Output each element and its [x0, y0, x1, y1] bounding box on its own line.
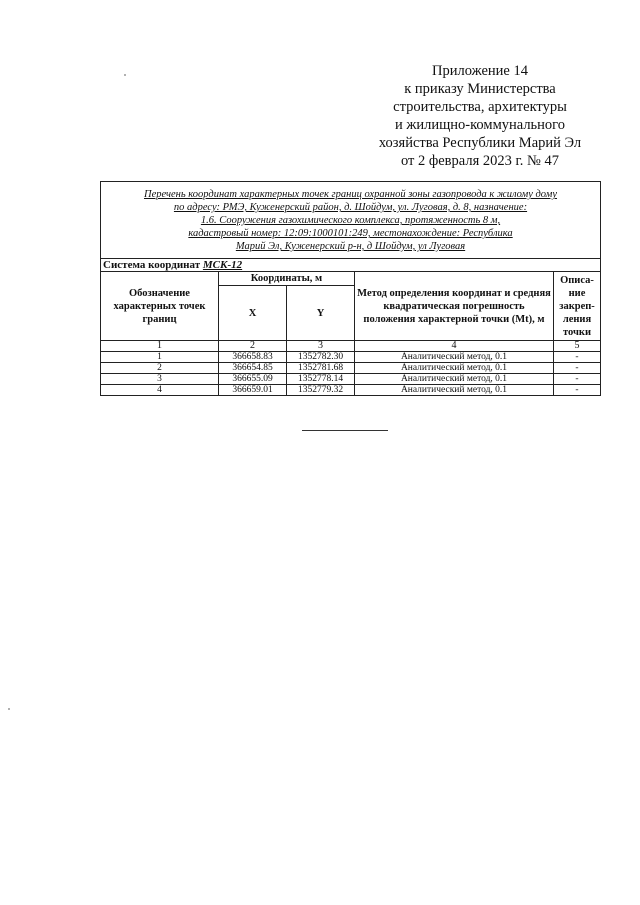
- title-line: по адресу: РМЭ, Куженерский район, д. Шойдум, ул. Луговая, д. 8, назначение:: [173, 202, 528, 213]
- header-line: от 2 февраля 2023 г. № 47: [400, 153, 560, 169]
- column-header-y: Y: [287, 286, 355, 341]
- column-number: 3: [287, 341, 355, 352]
- title-line: Перечень координат характерных точек границ охранной зоны газопровода к жилому дому: [143, 189, 558, 200]
- point-cell: 2: [101, 363, 219, 374]
- header-line: строительства, архитектуры: [393, 99, 567, 115]
- column-number: 2: [219, 341, 287, 352]
- description-header-line: ления: [562, 313, 592, 325]
- title-line: кадастровый номер: 12:09:1000101:249, местонахождение: Республика: [188, 228, 513, 239]
- point-cell: 4: [101, 385, 219, 396]
- column-header-method: Метод определения координат и средняя квадратическая погрешность положения характерной точки (Mt), м: [355, 272, 554, 341]
- header-line: и жилищно-коммунального: [394, 117, 566, 133]
- coordinates-table: [100, 181, 601, 396]
- scan-speck: [124, 74, 126, 76]
- title-line: Марий Эл, Куженерский р-н, д Шойдум, ул Луговая: [235, 241, 466, 252]
- closing-divider: [302, 430, 388, 431]
- column-number-row: [101, 341, 601, 352]
- column-number: 4: [355, 341, 554, 352]
- description-cell: -: [554, 374, 601, 385]
- column-header-point: Обозначение характерных точек границ: [101, 272, 219, 341]
- column-header-coordinates: Координаты, м: [219, 272, 355, 286]
- y-cell: 1352781.68: [287, 363, 355, 374]
- header-line: Приложение 14: [432, 63, 528, 79]
- table-row: [101, 385, 601, 396]
- x-cell: 366659.01: [219, 385, 287, 396]
- table-row: [101, 374, 601, 385]
- column-number: 1: [101, 341, 219, 352]
- description-cell: -: [554, 363, 601, 374]
- coordinate-system-row: [101, 259, 601, 272]
- description-header-line: закреп-: [559, 300, 595, 312]
- coordinate-system-label: Система координат: [103, 259, 201, 271]
- description-cell: -: [554, 385, 601, 396]
- method-cell: Аналитический метод, 0.1: [355, 374, 554, 385]
- title-line: 1.6. Сооружения газохимического комплекса, протяженность 8 м,: [200, 215, 501, 226]
- table-title: [101, 182, 601, 259]
- x-cell: 366655.09: [219, 374, 287, 385]
- description-header-line: точки: [562, 326, 592, 338]
- y-cell: 1352779.32: [287, 385, 355, 396]
- table-row: [101, 363, 601, 374]
- header-line: хозяйства Республики Марий Эл: [378, 135, 582, 151]
- x-cell: 366658.83: [219, 352, 287, 363]
- description-header-line: ние: [568, 287, 586, 299]
- column-number: 5: [554, 341, 601, 352]
- point-cell: 3: [101, 374, 219, 385]
- method-cell: Аналитический метод, 0.1: [355, 363, 554, 374]
- description-cell: -: [554, 352, 601, 363]
- y-cell: 1352782.30: [287, 352, 355, 363]
- column-header-description: [554, 272, 601, 341]
- coordinate-system-code: МСК-12: [202, 259, 243, 271]
- header-line: к приказу Министерства: [404, 81, 556, 97]
- point-cell: 1: [101, 352, 219, 363]
- method-cell: Аналитический метод, 0.1: [355, 385, 554, 396]
- method-cell: Аналитический метод, 0.1: [355, 352, 554, 363]
- description-header-line: Описа-: [560, 274, 594, 286]
- scan-speck: [8, 708, 10, 710]
- table-row: [101, 352, 601, 363]
- x-cell: 366654.85: [219, 363, 287, 374]
- y-cell: 1352778.14: [287, 374, 355, 385]
- appendix-header: [340, 62, 620, 170]
- column-header-x: X: [219, 286, 287, 341]
